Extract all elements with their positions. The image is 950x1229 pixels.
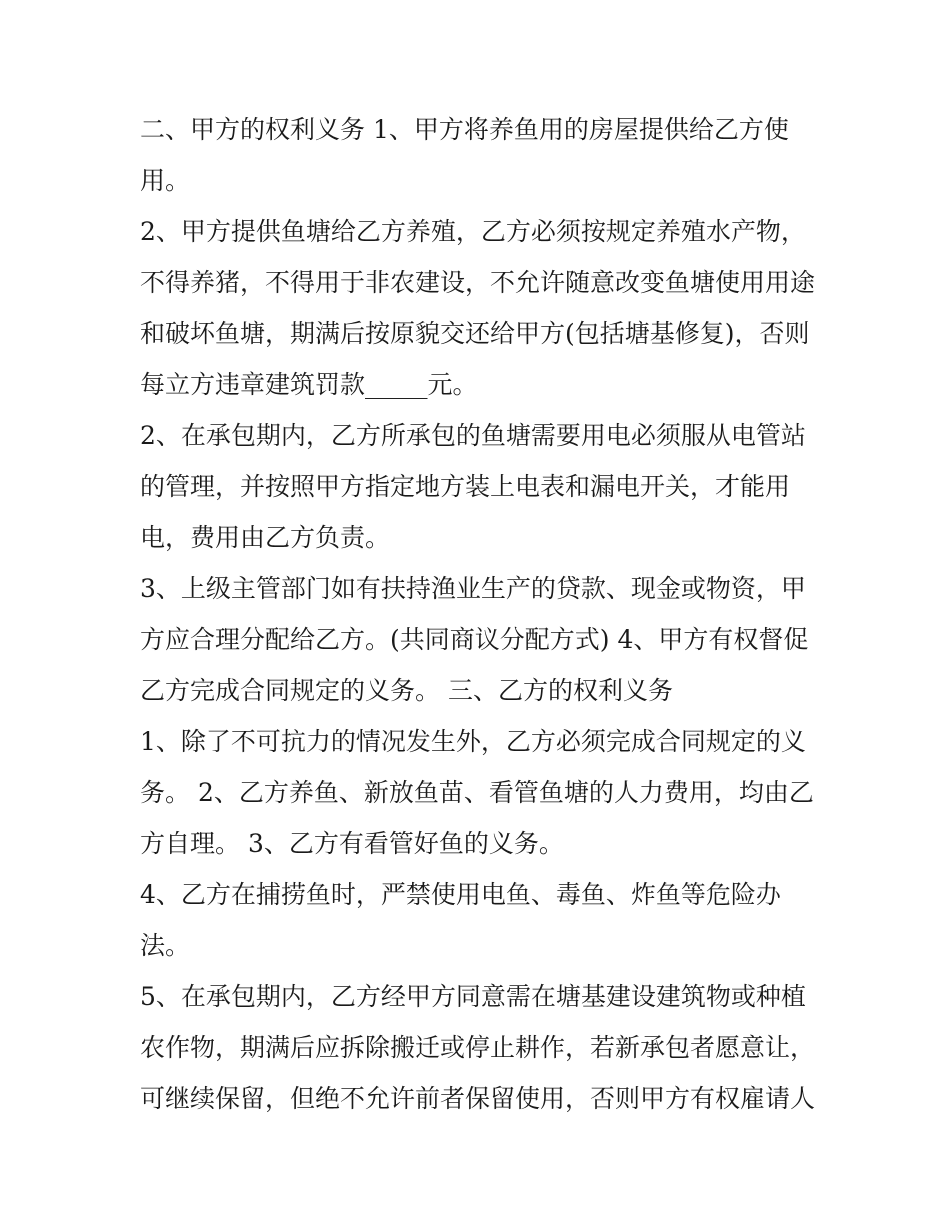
paragraph-support-funds: 3、上级主管部门如有扶持渔业生产的贷款、现金或物资，甲方应合理分配给乙方。(共同商议分配方式) 4、甲方有权督促乙方完成合同规定的义务。 三、乙方的权利义务 [140,574,809,705]
paragraph-electricity: 2、在承包期内，乙方所承包的鱼塘需要用电必须服从电管站的管理，并按照甲方指定地方装上电表和漏电开关，才能用电，费用由乙方负责。 [140,421,806,552]
paragraph-construction: 5、在承包期内，乙方经甲方同意需在塘基建设建筑物或种植农作物，期满后应拆除搬迁或停止耕作，若新承包者愿意让，可继续保留，但绝不允许前者保留使用，否则甲方有权雇请人 [140,982,816,1113]
paragraph-fishpond-use: 2、甲方提供鱼塘给乙方养殖，乙方必须按规定养殖水产物，不得养猪，不得用于非农建设，不允许随意改变鱼塘使用用途和破坏鱼塘，期满后按原貌交还给甲方(包括塘基修复)，否则每立方违章建筑罚款_____元。 [140,217,816,399]
paragraph-party-b-duties: 1、除了不可抗力的情况发生外，乙方必须完成合同规定的义务。 2、乙方养鱼、新放鱼苗、看管鱼塘的人力费用，均由乙方自理。 3、乙方有看管好鱼的义务。 [140,727,814,858]
paragraph-party-a-duties: 二、甲方的权利义务 1、甲方将养鱼用的房屋提供给乙方使用。 [140,115,789,195]
paragraph-fishing-methods: 4、乙方在捕捞鱼时，严禁使用电鱼、毒鱼、炸鱼等危险办法。 [140,880,781,960]
contract-body [140,104,820,1124]
